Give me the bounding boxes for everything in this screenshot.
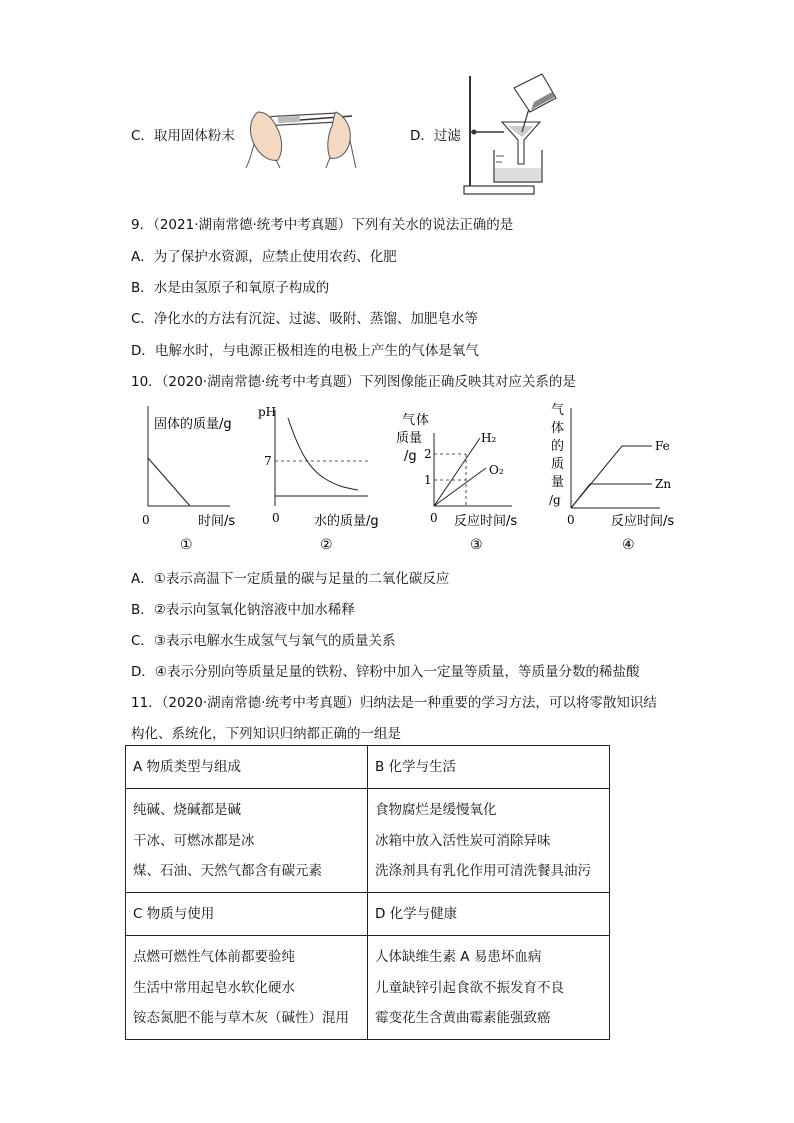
graph-3-origin: 0 <box>430 511 438 525</box>
table-cell-d <box>368 936 610 1040</box>
table-item: 纯碱、烧碱都是碱 <box>133 802 241 818</box>
graph-4-series-zn: Zn <box>655 477 672 491</box>
table-item: 食物腐烂是缓慢氧化 <box>375 802 497 818</box>
table-item: 儿童缺锌引起食欲不振发育不良 <box>375 979 564 996</box>
graph-1-label: ① <box>180 537 193 553</box>
graph-2 <box>258 405 379 553</box>
graph-1 <box>142 406 235 553</box>
graph-3-ylabel-3: 质量 <box>396 431 423 446</box>
graph-4-series-fe: Fe <box>655 439 670 453</box>
question-10-graphs <box>120 398 690 558</box>
table-header-a: A 物质类型与组成 <box>126 746 368 789</box>
table-cell-a <box>126 789 368 893</box>
option-d-label: D．过滤 <box>410 128 461 144</box>
graph-4-xlabel: 反应时间/s <box>611 514 675 529</box>
table-header-b: B 化学与生活 <box>368 746 610 789</box>
graph-1-ylabel: 固体的质量/g <box>154 417 232 432</box>
graph-2-xlabel: 水的质量/g <box>314 514 379 529</box>
question-10-option-b: B．②表示向氢氧化钠溶液中加水稀释 <box>131 602 355 618</box>
graph-1-xlabel: 时间/s <box>198 514 236 529</box>
table-item: 霉变花生含黄曲霉素能强致癌 <box>375 1010 551 1026</box>
filtration-apparatus-illustration <box>460 72 560 196</box>
table-item: 冰箱中放入活性炭可消除异味 <box>375 832 551 849</box>
graph-2-label: ② <box>320 537 333 553</box>
graph-4-ylabel-3: 的 <box>551 439 565 454</box>
graph-3-xlabel: 反应时间/s <box>454 514 518 529</box>
graph-3-series-o2: O₂ <box>489 463 504 477</box>
graph-3-ytick-2: 2 <box>424 447 432 461</box>
graph-2-ytick-7: 7 <box>264 454 272 468</box>
table-item: 铵态氮肥不能与草木灰（碱性）混用 <box>133 1010 349 1026</box>
graph-2-origin: 0 <box>272 511 280 525</box>
table-item: 人体缺维生素 A 易患坏血病 <box>375 949 542 965</box>
graph-1-origin: 0 <box>142 513 150 527</box>
graph-4-ylabel-6: /g <box>549 493 561 507</box>
table-header-d: D 化学与健康 <box>368 893 610 936</box>
question-9-option-d: D．电解水时，与电源正极相连的电极上产生的气体是氧气 <box>131 343 479 359</box>
graph-3-ytick-1: 1 <box>424 473 432 487</box>
graph-3 <box>396 412 517 553</box>
question-11-stem-line-1: 11．（2020·湖南常德·统考中考真题）归纳法是一种重要的学习方法，可以将零散知识结 <box>131 695 657 711</box>
graph-4-label: ④ <box>622 537 635 553</box>
graph-4 <box>549 403 674 553</box>
table-item: 干冰、可燃冰都是冰 <box>133 832 255 849</box>
table-item: 生活中常用起皂水软化硬水 <box>133 979 295 996</box>
graph-3-ylabel-4: /g <box>404 449 417 464</box>
option-c-label: C．取用固体粉末 <box>131 128 235 144</box>
question-11-stem-line-2: 构化、系统化，下列知识归纳都正确的一组是 <box>131 726 401 742</box>
question-9-stem: 9．（2021·湖南常德·统考中考真题）下列有关水的说法正确的是 <box>131 217 514 233</box>
question-10-option-d: D．④表示分别向等质量足量的铁粉、锌粉中加入一定量等质量，等质量分数的稀盐酸 <box>131 664 640 680</box>
table-cell-b <box>368 789 610 893</box>
graph-4-ylabel-1: 气 <box>551 403 565 418</box>
table-cell-c <box>126 936 368 1040</box>
table-item: 洗涤剂具有乳化作用可清洗餐具油污 <box>375 863 591 879</box>
graph-3-ylabel-2: 体 <box>416 413 430 428</box>
graph-4-ylabel-5: 量 <box>551 475 565 490</box>
graph-3-ylabel-1: 气 <box>402 413 416 428</box>
graph-3-series-h2: H₂ <box>481 431 497 445</box>
graph-4-ylabel-2: 体 <box>551 421 565 436</box>
powder-sampling-illustration <box>240 98 360 168</box>
question-10-option-a: A．①表示高温下一定质量的碳与足量的二氧化碳反应 <box>131 571 450 587</box>
graph-4-ylabel-4: 质 <box>551 457 565 472</box>
question-9-option-b: B．水是由氢原子和氧原子构成的 <box>131 280 330 296</box>
question-10-option-c: C．③表示电解水生成氢气与氧气的质量关系 <box>131 633 396 649</box>
table-item: 煤、石油、天然气都含有碳元素 <box>133 863 322 879</box>
question-10-stem: 10．（2020·湖南常德·统考中考真题）下列图像能正确反映其对应关系的是 <box>131 374 576 390</box>
table-item: 点燃可燃性气体前都要验纯 <box>133 949 295 965</box>
graph-4-origin: 0 <box>567 513 575 527</box>
question-9-option-c: C．净化水的方法有沉淀、过滤、吸附、蒸馏、加肥皂水等 <box>131 311 478 327</box>
question-9-option-a: A．为了保护水资源，应禁止使用农药、化肥 <box>131 249 397 265</box>
graph-3-label: ③ <box>470 537 483 553</box>
knowledge-summary-table <box>125 745 610 1040</box>
table-header-c: C 物质与使用 <box>126 893 368 936</box>
graph-2-ylabel: pH <box>258 405 277 419</box>
